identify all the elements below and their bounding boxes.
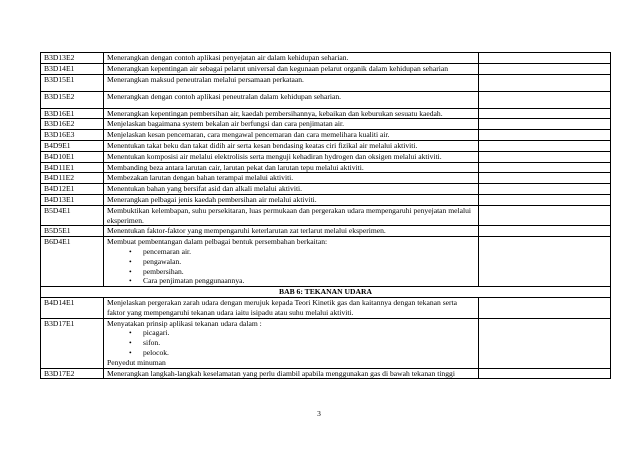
row-description: Menjelaskan bagaimana system bekalan air berfungsi dan cara penjimatan air. [104, 119, 479, 130]
table-row [41, 184, 611, 195]
section-heading-row [41, 287, 611, 298]
list-item: • Cara penjimatan penggunaannya. [143, 276, 475, 286]
row-code: B4D11E1 [41, 162, 104, 173]
row-code: B3D17E1 [41, 318, 104, 368]
empty-cell [479, 184, 611, 195]
empty-cell [479, 368, 611, 379]
table-row [41, 162, 611, 173]
row-description: Menerangkan kepentingan pembersihan air, kaedah pembersihannya, kebaikan dan keburukan sesuatu kaedah. [104, 108, 479, 119]
section-heading: BAB 6: TEKANAN UDARA [41, 287, 611, 298]
table-row [41, 53, 611, 64]
empty-cell [479, 119, 611, 130]
row-code: B3D15E1 [41, 74, 104, 91]
table-row [41, 226, 611, 237]
empty-cell [479, 297, 611, 318]
row-description: Menjelaskan pergerakan zarah udara dengan merujuk kepada Teori Kinetik gas dan kaitannya dengan tekanan serta faktor yang mempengaruhi tekanan udara iaitu isipadu atau suhu melalui aktiviti. [104, 297, 479, 318]
empty-cell [479, 91, 611, 108]
row-description [104, 237, 479, 287]
row-code: B3D17E2 [41, 368, 104, 379]
empty-cell [479, 108, 611, 119]
row-code: B4D10E1 [41, 151, 104, 162]
list-item: • picagari. [143, 328, 475, 338]
table-row [41, 74, 611, 91]
empty-cell [479, 162, 611, 173]
list-item: • pembersihan. [143, 267, 475, 277]
table-row [41, 151, 611, 162]
table-row [41, 119, 611, 130]
row-description: Menentukan komposisi air melalui elektrolisis serta menguji kehadiran hydrogen dan oksigen melalui aktiviti. [104, 151, 479, 162]
row-code: B4D12E1 [41, 184, 104, 195]
list-item: • pelocok. [143, 348, 475, 358]
table-row [41, 368, 611, 379]
learning-standards-table [40, 52, 611, 379]
page-number: 3 [317, 409, 321, 418]
row-code: B6D4E1 [41, 237, 104, 287]
row-description: Membuktikan kelembapan, suhu persekitaran, luas permukaan dan pergerakan udara mempengaruhi penyejatan melalui eksperimen. [104, 205, 479, 226]
row-description: Menjelaskan kesan pencemaran, cara mengawal pencemaran dan cara memelihara kualiti air. [104, 130, 479, 141]
document-page [40, 52, 601, 379]
row-description: Menentukan faktor-faktor yang mempengaruhi keterlarutan zat terlarut melalui eksperimen. [104, 226, 479, 237]
row-code: B4D9E1 [41, 140, 104, 151]
table-row [41, 108, 611, 119]
row-intro: Menyatakan prinsip aplikasi tekanan udara dalam : [107, 318, 262, 328]
row-code: B5D5E1 [41, 226, 104, 237]
row-code: B3D14E1 [41, 63, 104, 74]
table-row [41, 237, 611, 287]
empty-cell [479, 194, 611, 205]
table-row [41, 173, 611, 184]
table-row [41, 140, 611, 151]
row-code: B3D15E2 [41, 91, 104, 108]
empty-cell [479, 205, 611, 226]
row-intro: Membuat pembentangan dalam pelbagai bentuk persembahan berkaitan: [107, 237, 328, 247]
row-description: Menentukan bahan yang bersifat asid dan alkali melalui aktiviti. [104, 184, 479, 195]
bullet-list [107, 247, 475, 286]
empty-cell [479, 237, 611, 287]
empty-cell [479, 151, 611, 162]
empty-cell [479, 318, 611, 368]
table-row [41, 194, 611, 205]
row-description: Membezakan larutan dengan bahan terampai melalui aktiviti. [104, 173, 479, 184]
table-row [41, 297, 611, 318]
empty-cell [479, 74, 611, 91]
row-description: Menerangkan pelbagai jenis kaedah pembersihan air melalui aktiviti. [104, 194, 479, 205]
list-item: • sifon. [143, 338, 475, 348]
row-code: B5D4E1 [41, 205, 104, 226]
empty-cell [479, 130, 611, 141]
row-description: Menerangkan dengan contoh aplikasi peneutralan dalam kehidupan seharian. [104, 91, 479, 108]
row-code: B4D13E1 [41, 194, 104, 205]
bullet-list [107, 328, 475, 357]
empty-cell [479, 140, 611, 151]
list-item: • pencemaran air. [143, 247, 475, 257]
table-row [41, 130, 611, 141]
table-row [41, 318, 611, 368]
empty-cell [479, 63, 611, 74]
row-description: Membanding beza antara larutan cair, larutan pekat dan larutan tepu melalui aktiviti. [104, 162, 479, 173]
row-code: B3D13E2 [41, 53, 104, 64]
row-description: Menerangkan kepentingan air sebagai pelarut universal dan kegunaan pelarut organik dalam kehidupan seharian [104, 63, 479, 74]
table-row [41, 63, 611, 74]
list-item: • pengawalan. [143, 257, 475, 267]
table-row [41, 91, 611, 108]
row-description [104, 318, 479, 368]
row-code: B3D16E1 [41, 108, 104, 119]
row-description: Menerangkan dengan contoh aplikasi penyejatan air dalam kehidupan seharian. [104, 53, 479, 64]
empty-cell [479, 53, 611, 64]
row-code: B4D14E1 [41, 297, 104, 318]
row-outro: Penyedut minuman [107, 357, 166, 367]
row-code: B4D11E2 [41, 173, 104, 184]
table-row [41, 205, 611, 226]
row-description: Menerangkan langkah-langkah keselamatan yang perlu diambil apabila menggunakan gas di bawah tekanan tinggi [104, 368, 479, 379]
empty-cell [479, 226, 611, 237]
row-code: B3D16E3 [41, 130, 104, 141]
row-description: Menerangkan maksud peneutralan melalui persamaan perkataan. [104, 74, 479, 91]
empty-cell [479, 173, 611, 184]
row-code: B3D16E2 [41, 119, 104, 130]
row-description: Menentukan takat beku dan takat didih air serta kesan bendasing keatas ciri fizikal air melalui aktiviti. [104, 140, 479, 151]
